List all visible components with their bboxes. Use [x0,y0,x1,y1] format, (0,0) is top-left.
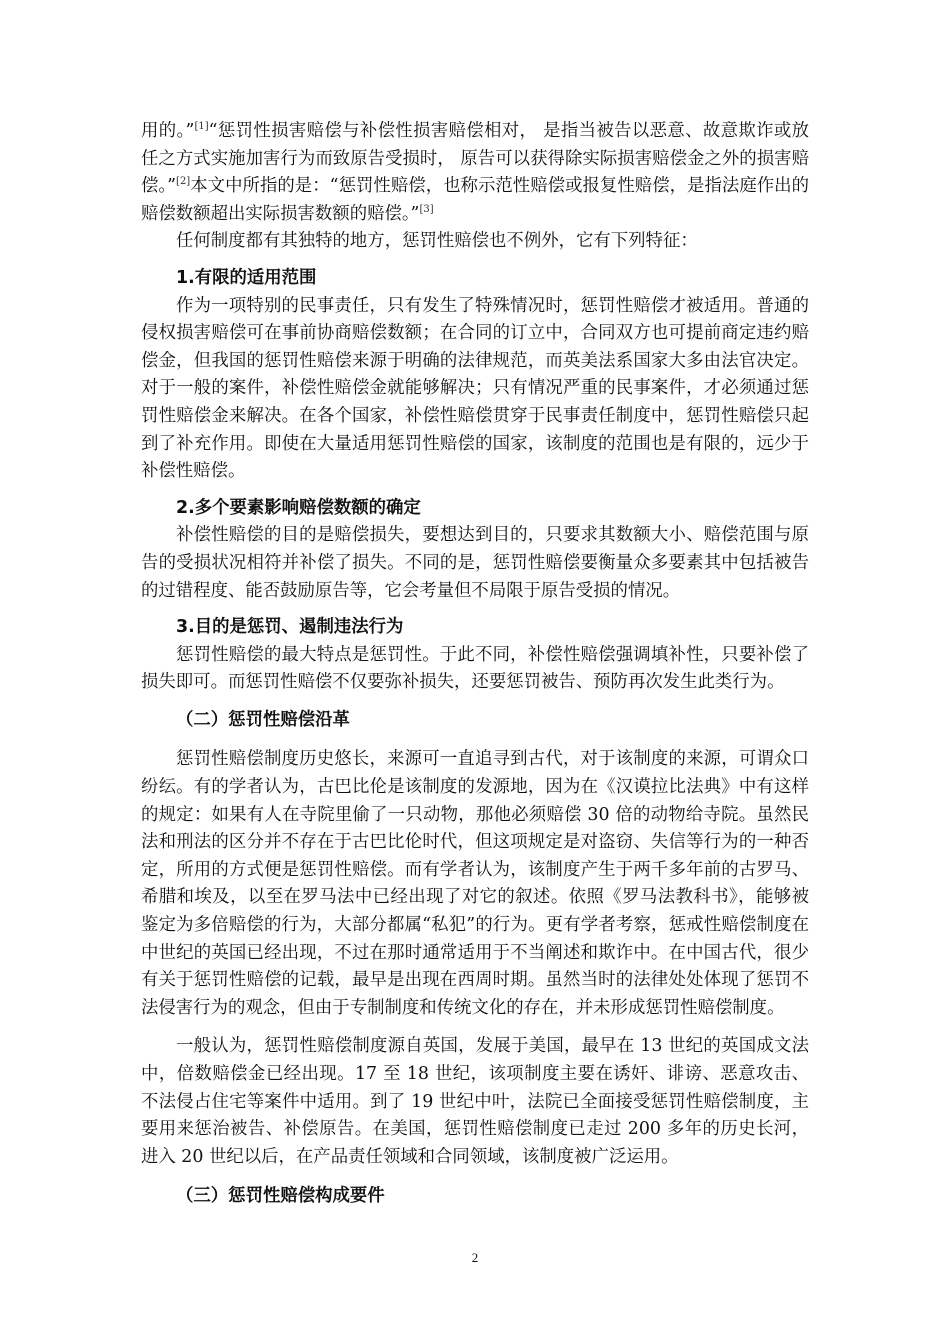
section2-paragraph-2: 一般认为，惩罚性赔偿制度源自英国，发展于美国，最早在 13 世纪的英国成文法中，倍数赔偿金已经出现。17 至 18 世纪，该项制度主要在诱奸、诽谤、恶意攻击、不法侵占住宅等案件中适用。到了 19 世纪中叶，法院已全面接受惩罚性赔偿制度，主要用来惩治被告、补偿原告。在美国，惩罚性赔偿制度已走过 200 多年的历史长河，进入 20 世纪以后，在产品责任领域和合同领域，该制度被广泛运用。 [141,1036,809,1167]
section2-heading: （二）惩罚性赔偿沿革 [176,709,350,730]
section3-heading: （三）惩罚性赔偿构成要件 [176,1186,385,1207]
section2-paragraph-1: 惩罚性赔偿制度历史悠长，来源可一直追寻到古代，对于该制度的来源，可谓众口纷纭。有的学者认为，古巴比伦是该制度的发源地，因为在《汉谟拉比法典》中有这样的规定：如果有人在寺院里偷了一只动物，那他必须赔偿 30 倍的动物给寺院。虽然民法和刑法的区分并不存在于古巴比伦时代，但这项规定是对盗窃、失信等行为的一种否定，所用的方式便是惩罚性赔偿。而有学者认为，该制度产生于两千多年前的古罗马、希腊和埃及，以至在罗马法中已经出现了对它的叙述。依照《罗马法教科书》，能够被鉴定为多倍赔偿的行为，大部分都属“私犯”的行为。更有学者考察，惩戒性赔偿制度在中世纪的英国已经出现，不过在那时通常适用于不当阐述和欺诈中。在中国古代，很少有关于惩罚性赔偿的记载，最早是出现在西周时期。虽然当时的法律处处体现了惩罚不法侵害行为的观念，但由于专制制度和传统文化的存在，并未形成惩罚性赔偿制度。 [141,749,809,1018]
feature1-text: 作为一项特别的民事责任，只有发生了特殊情况时，惩罚性赔偿才被适用。普通的侵权损害赔偿可在事前协商赔偿数额；在合同的订立中，合同双方也可提前商定违约赔偿金，但我国的惩罚性赔偿来源于明确的法律规范，而英美法系国家大多由法官决定。对于一般的案件，补偿性赔偿金就能够解决；只有情况严重的民事案件，才必须通过惩罚性赔偿金来解决。在各个国家，补偿性赔偿贯穿于民事责任制度中，惩罚性赔偿只起到了补充作用。即使在大量适用惩罚性赔偿的国家，该制度的范围也是有限的，远少于补偿性赔偿。 [141,295,809,482]
page-number: 2 [471,1250,479,1265]
intro-paragraph [141,118,809,228]
feature3-heading: 3.目的是惩罚、遏制违法行为 [176,617,404,638]
document-page [141,118,809,1211]
intro-text-1: 用的。” [141,121,195,141]
features-intro: 任何制度都有其独特的地方，惩罚性赔偿也不例外，它有下列特征： [176,231,698,252]
intro-text-2: “惩罚性损害赔偿与补偿性损害赔偿相对， 是指当被告以恶意、故意欺诈或放任之方式实施加害行为而致原告受损时， 原告可以获得除实际损害赔偿金之外的损害赔偿。” [141,121,809,197]
citation-ref-2[interactable]: [2] [176,176,191,188]
intro-text-3: 本文中所指的是：“惩罚性赔偿，也称示范性赔偿或报复性赔偿，是指法庭作出的赔偿数额超出实际损害数额的赔偿。” [141,176,809,224]
citation-ref-3[interactable]: [3] [419,203,434,215]
feature3-text: 惩罚性赔偿的最大特点是惩罚性。于此不同，补偿性赔偿强调填补性，只要补偿了损失即可。而惩罚性赔偿不仅要弥补损失，还要惩罚被告、预防再次发生此类行为。 [141,644,809,693]
feature1-heading: 1.有限的适用范围 [176,267,317,288]
feature2-heading: 2.多个要素影响赔偿数额的确定 [176,497,421,518]
citation-ref-1[interactable]: [1] [194,121,209,132]
feature2-text: 补偿性赔偿的目的是赔偿损失，要想达到目的，只要求其数额大小、赔偿范围与原告的受损状况相符并补偿了损失。不同的是，惩罚性赔偿要衡量众多要素其中包括被告的过错程度、能否鼓励原告等，它会考量但不局限于原告受损的情况。 [141,525,809,601]
